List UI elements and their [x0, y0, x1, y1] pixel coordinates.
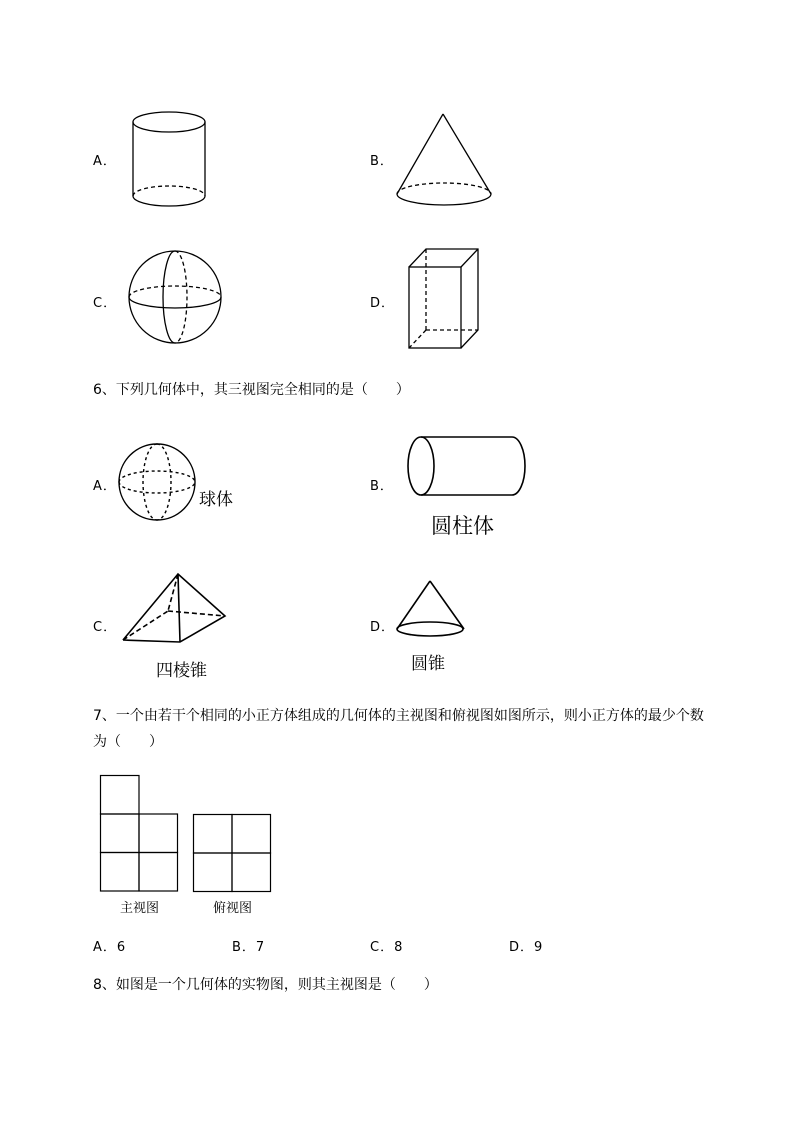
- q7-option-d: D．9: [509, 940, 544, 955]
- q6-option-d-label: D．: [370, 620, 396, 635]
- cylinder-figure: [128, 108, 210, 212]
- q7-question-line2: 为（ ）: [93, 734, 163, 750]
- front-view-label: 主视图: [120, 901, 160, 916]
- front-view-grid: [100, 775, 180, 893]
- q7-option-b: B．7: [232, 940, 266, 955]
- q5-option-c-label: C．: [93, 296, 118, 311]
- top-view-grid: [193, 814, 273, 893]
- q5-option-b-label: B．: [370, 154, 394, 169]
- cylinder-caption: 圆柱体: [431, 514, 494, 538]
- q8-question: 8、如图是一个几何体的实物图，则其主视图是（ ）: [93, 977, 438, 993]
- sphere-figure-q6: [118, 443, 200, 525]
- sphere-figure: [126, 250, 226, 348]
- square-pyramid-figure: [120, 570, 230, 646]
- cone-figure-q6: [394, 578, 468, 642]
- q6-option-b-label: B．: [370, 479, 394, 494]
- q5-option-a-label: A．: [93, 154, 117, 169]
- top-view-label: 俯视图: [213, 901, 253, 916]
- sphere-caption: 球体: [199, 490, 233, 510]
- pyramid-caption: 四棱锥: [156, 661, 207, 681]
- cone-caption: 圆锥: [411, 654, 445, 674]
- cone-figure: [393, 110, 497, 210]
- cylinder-horizontal-figure: [405, 435, 529, 499]
- q6-question: 6、下列几何体中，其三视图完全相同的是（ ）: [93, 382, 410, 398]
- q7-option-a: A．6: [93, 940, 127, 955]
- q7-option-c: C．8: [370, 940, 404, 955]
- q6-option-a-label: A．: [93, 479, 117, 494]
- q6-option-c-label: C．: [93, 620, 118, 635]
- q7-question-line1: 7、一个由若干个相同的小正方体组成的几何体的主视图和俯视图如图所示，则小正方体的最少个数: [93, 708, 704, 724]
- rectangular-prism-figure: [404, 245, 486, 353]
- q5-option-d-label: D．: [370, 296, 396, 311]
